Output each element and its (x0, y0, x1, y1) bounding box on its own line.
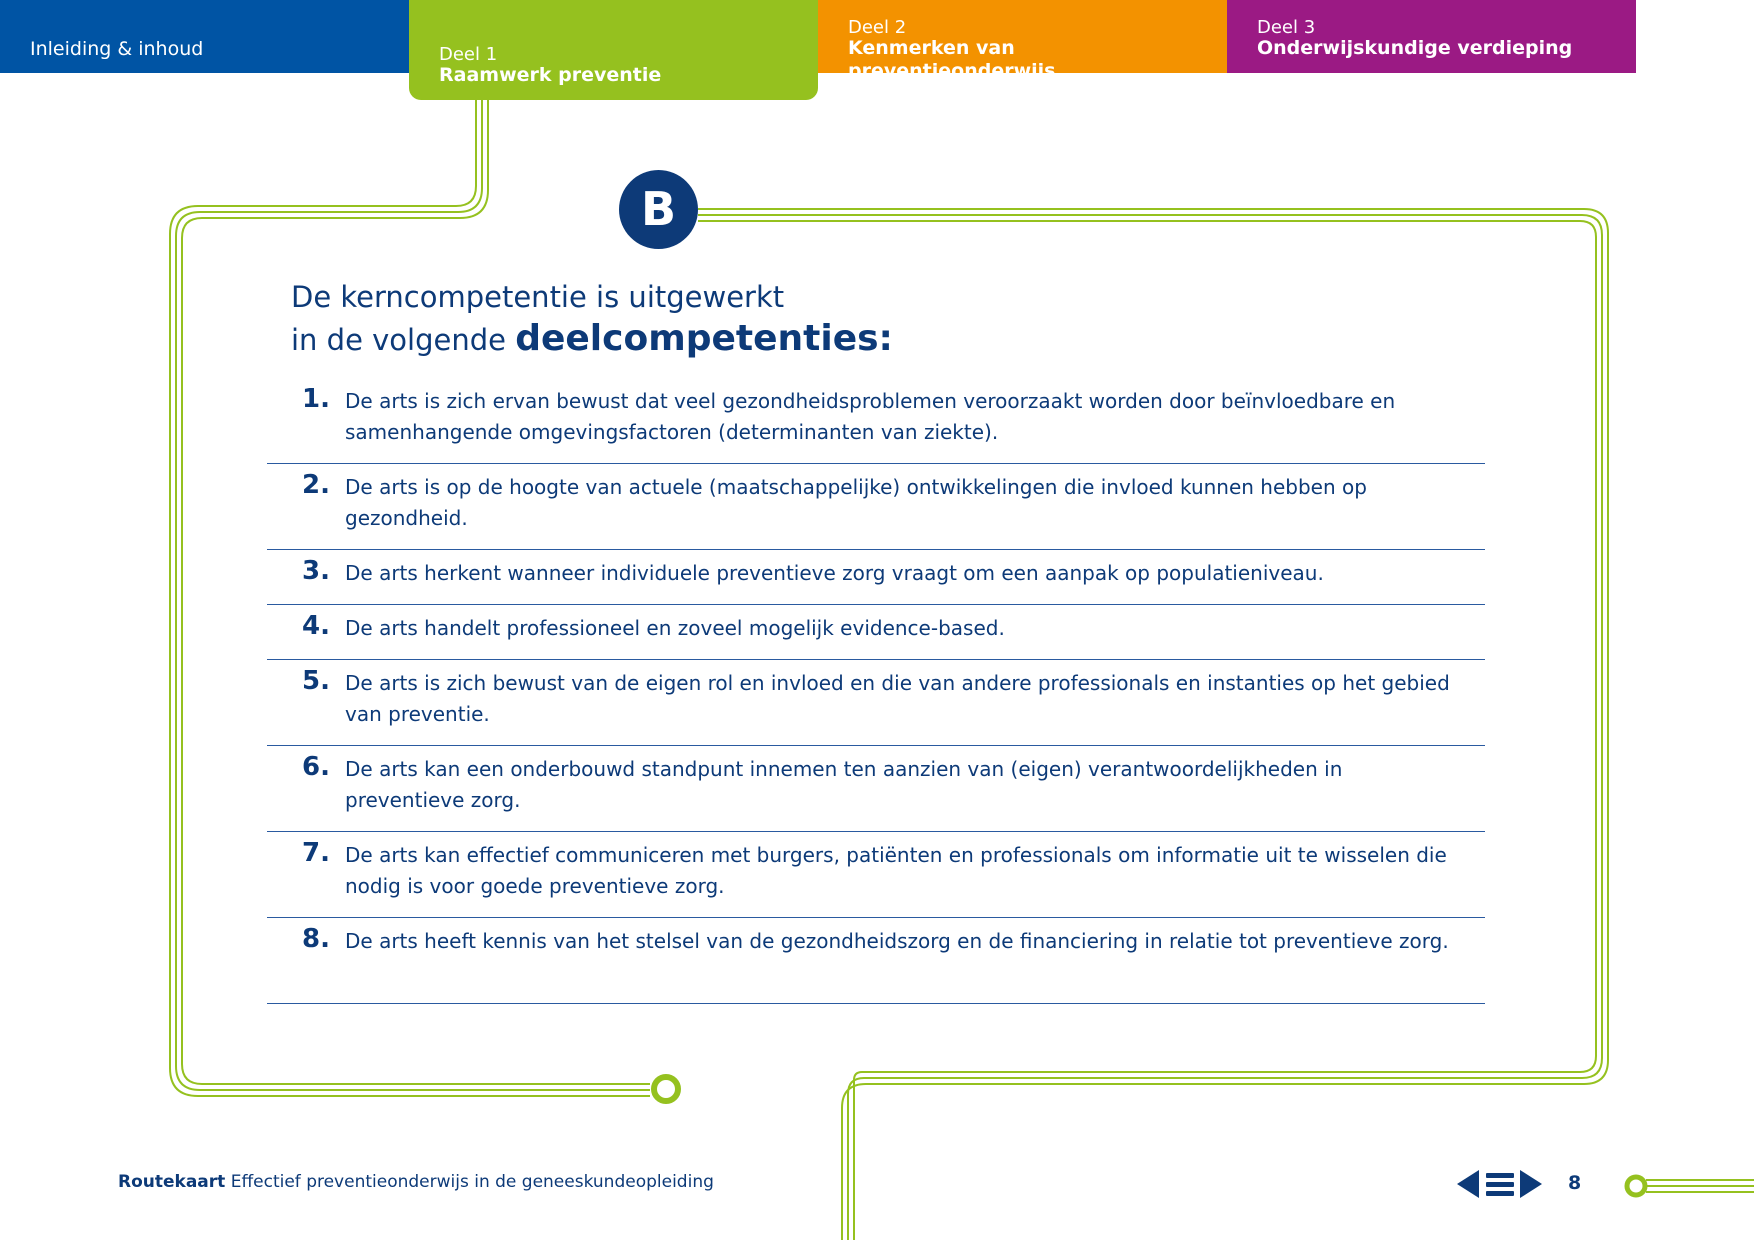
item-number: 5. (302, 666, 330, 696)
item-number: 6. (302, 752, 330, 782)
list-item (267, 464, 1485, 550)
list-item (267, 746, 1485, 832)
route-node-icon (1627, 1177, 1645, 1195)
item-number: 8. (302, 924, 330, 954)
page-heading (291, 276, 893, 361)
tab-sub-label: Deel 1 (439, 44, 498, 65)
list-item (267, 832, 1485, 918)
heading-bold: deelcompetenties: (515, 318, 893, 359)
page-number: 8 (1568, 1172, 1582, 1194)
menu-icon[interactable] (1486, 1170, 1514, 1198)
item-text: De arts kan effectief communiceren met burgers, patiënten en professionals om informatie uit te wisselen die nodig is voor goede preventieve zorg. (345, 843, 1447, 898)
list-item (267, 605, 1485, 660)
footer-title (118, 1172, 714, 1192)
item-number: 4. (302, 611, 330, 641)
tab-label: Onderwijskundige verdieping (1257, 37, 1573, 59)
item-text: De arts is op de hoogte van actuele (maatschappelijke) ontwikkelingen die invloed kunnen hebben op gezondheid. (345, 475, 1367, 530)
item-number: 7. (302, 838, 330, 868)
previous-page-icon[interactable] (1457, 1170, 1481, 1198)
section-badge: B (619, 170, 698, 249)
item-number: 3. (302, 556, 330, 586)
tab-sub-label: Deel 2 (848, 17, 907, 38)
item-text: De arts herkent wanneer individuele preventieve zorg vraagt om een aanpak op populatieniveau. (345, 561, 1324, 585)
heading-line-2 (291, 318, 893, 361)
list-item (267, 378, 1485, 464)
item-text: De arts kan een onderbouwd standpunt innemen ten aanzien van (eigen) verantwoordelijkheden in preventieve zorg. (345, 757, 1343, 812)
heading-line-1: De kerncompetentie is uitgewerkt (291, 280, 785, 314)
tab-label: Raamwerk preventie (439, 64, 662, 86)
list-item (267, 918, 1485, 1004)
tab-label: Kenmerken van preventieonderwijs (848, 37, 1056, 82)
competency-list (267, 378, 1485, 1004)
item-text: De arts heeft kennis van het stelsel van de gezondheidszorg en de financiering in relatie tot preventieve zorg. (345, 929, 1449, 953)
list-item (267, 660, 1485, 746)
item-number: 2. (302, 470, 330, 500)
item-text: De arts handelt professioneel en zoveel mogelijk evidence-based. (345, 616, 1005, 640)
item-text: De arts is zich ervan bewust dat veel gezondheidsproblemen veroorzaakt worden door beïnvloedbare en samenhangende omgevingsfactoren (determinanten van ziekte). (345, 389, 1396, 444)
list-item (267, 550, 1485, 605)
item-number: 1. (302, 384, 330, 414)
item-text: De arts is zich bewust van de eigen rol en invloed en die van andere professionals en instanties op het gebied van preventie. (345, 671, 1450, 726)
route-node-icon (654, 1077, 678, 1101)
tab-label: Inleiding & inhoud (30, 38, 204, 60)
tab-sub-label: Deel 3 (1257, 17, 1316, 38)
footer-doc-title: Effectief preventieonderwijs in de geneeskundeopleiding (225, 1172, 714, 1192)
heading-prefix: in de volgende (291, 323, 516, 357)
next-page-icon[interactable] (1518, 1170, 1542, 1198)
footer-brand: Routekaart (118, 1172, 226, 1192)
